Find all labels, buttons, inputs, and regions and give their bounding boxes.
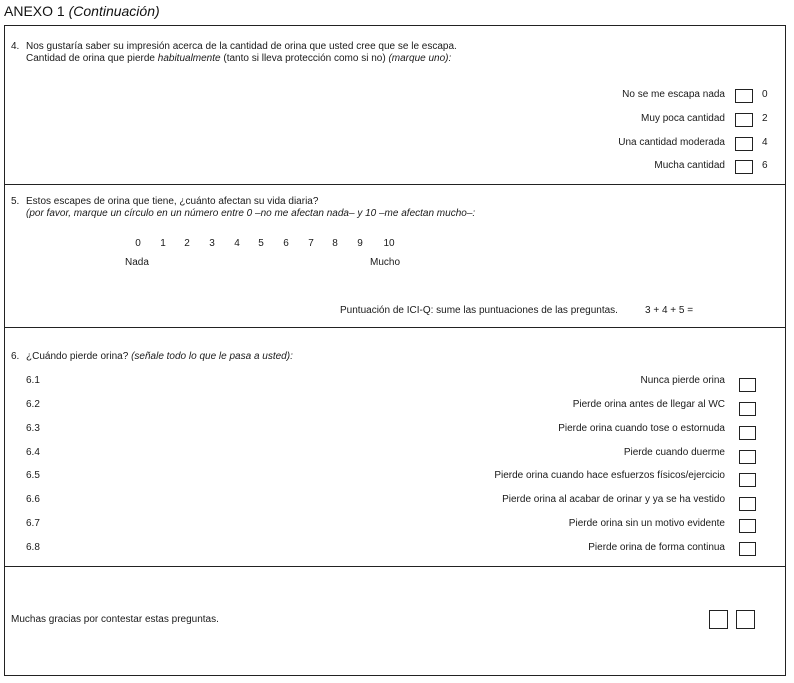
q6-item-checkbox[interactable] [739, 497, 756, 511]
total-score-box-units[interactable] [736, 610, 755, 629]
q6-item-label: Pierde orina al acabar de orinar y ya se ha vestido [502, 494, 725, 505]
q4-option-label: Una cantidad moderada [618, 137, 725, 148]
scale-option[interactable]: 8 [332, 238, 338, 249]
q5-number: 5. [11, 196, 20, 207]
q4-option-checkbox[interactable] [735, 137, 753, 151]
q6-item-code: 6.2 [26, 399, 40, 410]
total-score-box-tens[interactable] [709, 610, 728, 629]
q6-question-text: ¿Cuándo pierde orina? [26, 351, 129, 362]
q6-item-code: 6.5 [26, 470, 40, 481]
q4-option-label: Muy poca cantidad [641, 113, 725, 124]
scale-option[interactable]: 7 [308, 238, 314, 249]
q6-item-code: 6.4 [26, 447, 40, 458]
q6-item-checkbox[interactable] [739, 450, 756, 464]
q4-option-label: No se me escapa nada [622, 89, 725, 100]
q5-question: Estos escapes de orina que tiene, ¿cuánto afectan su vida diaria? [26, 196, 319, 207]
page-title [4, 3, 160, 19]
q4-number: 4. [11, 41, 20, 52]
q6-item-code: 6.6 [26, 494, 40, 505]
scale-option[interactable]: 0 [135, 238, 141, 249]
q6-item-checkbox[interactable] [739, 402, 756, 416]
q6-item-label: Pierde orina antes de llegar al WC [572, 399, 725, 410]
q6-item-code: 6.3 [26, 423, 40, 434]
scale-option[interactable]: 6 [283, 238, 289, 249]
q6-hint: (señale todo lo que le pasa a usted): [131, 351, 293, 362]
title-main: ANEXO 1 [4, 3, 65, 19]
q5-instruction: (por favor, marque un círculo en un número entre 0 –no me afectan nada– y 10 –me afectan mucho–: [26, 208, 476, 219]
q6-item-label: Pierde orina de forma continua [588, 542, 725, 553]
q4-question: Nos gustaría saber su impresión acerca de la cantidad de orina que usted cree que se le escapa. [26, 41, 457, 52]
scale-high-label: Mucho [370, 257, 401, 268]
q6-item-code: 6.8 [26, 542, 40, 553]
q6-item-checkbox[interactable] [739, 473, 756, 487]
q4-option-score: 4 [762, 137, 768, 148]
q6-item-label: Pierde cuando duerme [623, 447, 725, 458]
score-instruction: Puntuación de ICI-Q: sume las puntuaciones de las preguntas. [340, 305, 618, 316]
q6-question [26, 351, 293, 362]
thanks-text: Muchas gracias por contestar estas preguntas. [11, 614, 219, 625]
title-subtitle: (Continuación) [68, 3, 160, 19]
scale-option[interactable]: 3 [209, 238, 215, 249]
q4-instruction-mid: (tanto si lleva protección como si no) [220, 53, 389, 64]
q4-option-checkbox[interactable] [735, 89, 753, 103]
q6-number: 6. [11, 351, 20, 362]
score-formula: 3 + 4 + 5 = [645, 305, 694, 316]
q6-item-label: Pierde orina sin un motivo evidente [568, 518, 725, 529]
q6-item-code: 6.7 [26, 518, 40, 529]
q4-option-checkbox[interactable] [735, 160, 753, 174]
scale-option[interactable]: 5 [258, 238, 264, 249]
q4-instruction [26, 53, 451, 64]
scale-option[interactable]: 1 [160, 238, 166, 249]
q4-option-score: 2 [762, 113, 768, 124]
scale-option[interactable]: 2 [184, 238, 190, 249]
q4-option-checkbox[interactable] [735, 113, 753, 127]
q6-item-code: 6.1 [26, 375, 40, 386]
scale-low-label: Nada [125, 257, 149, 268]
q6-item-label: Nunca pierde orina [640, 375, 725, 386]
q4-instruction-hint: (marque uno): [388, 53, 452, 64]
q4-option-label: Mucha cantidad [654, 160, 725, 171]
q6-item-checkbox[interactable] [739, 378, 756, 392]
q4-option-score: 0 [762, 89, 768, 100]
q6-item-checkbox[interactable] [739, 542, 756, 556]
q6-item-checkbox[interactable] [739, 426, 756, 440]
q4-instruction-emphasis: habitualmente [157, 53, 221, 64]
q4-option-score: 6 [762, 160, 768, 171]
q4-instruction-text: Cantidad de orina que pierde [26, 53, 158, 64]
q6-item-label: Pierde orina cuando tose o estornuda [558, 423, 725, 434]
q6-item-checkbox[interactable] [739, 519, 756, 533]
q6-item-label: Pierde orina cuando hace esfuerzos físicos/ejercicio [494, 470, 725, 481]
scale-option[interactable]: 10 [383, 238, 395, 249]
scale-option[interactable]: 9 [357, 238, 363, 249]
scale-option[interactable]: 4 [234, 238, 240, 249]
